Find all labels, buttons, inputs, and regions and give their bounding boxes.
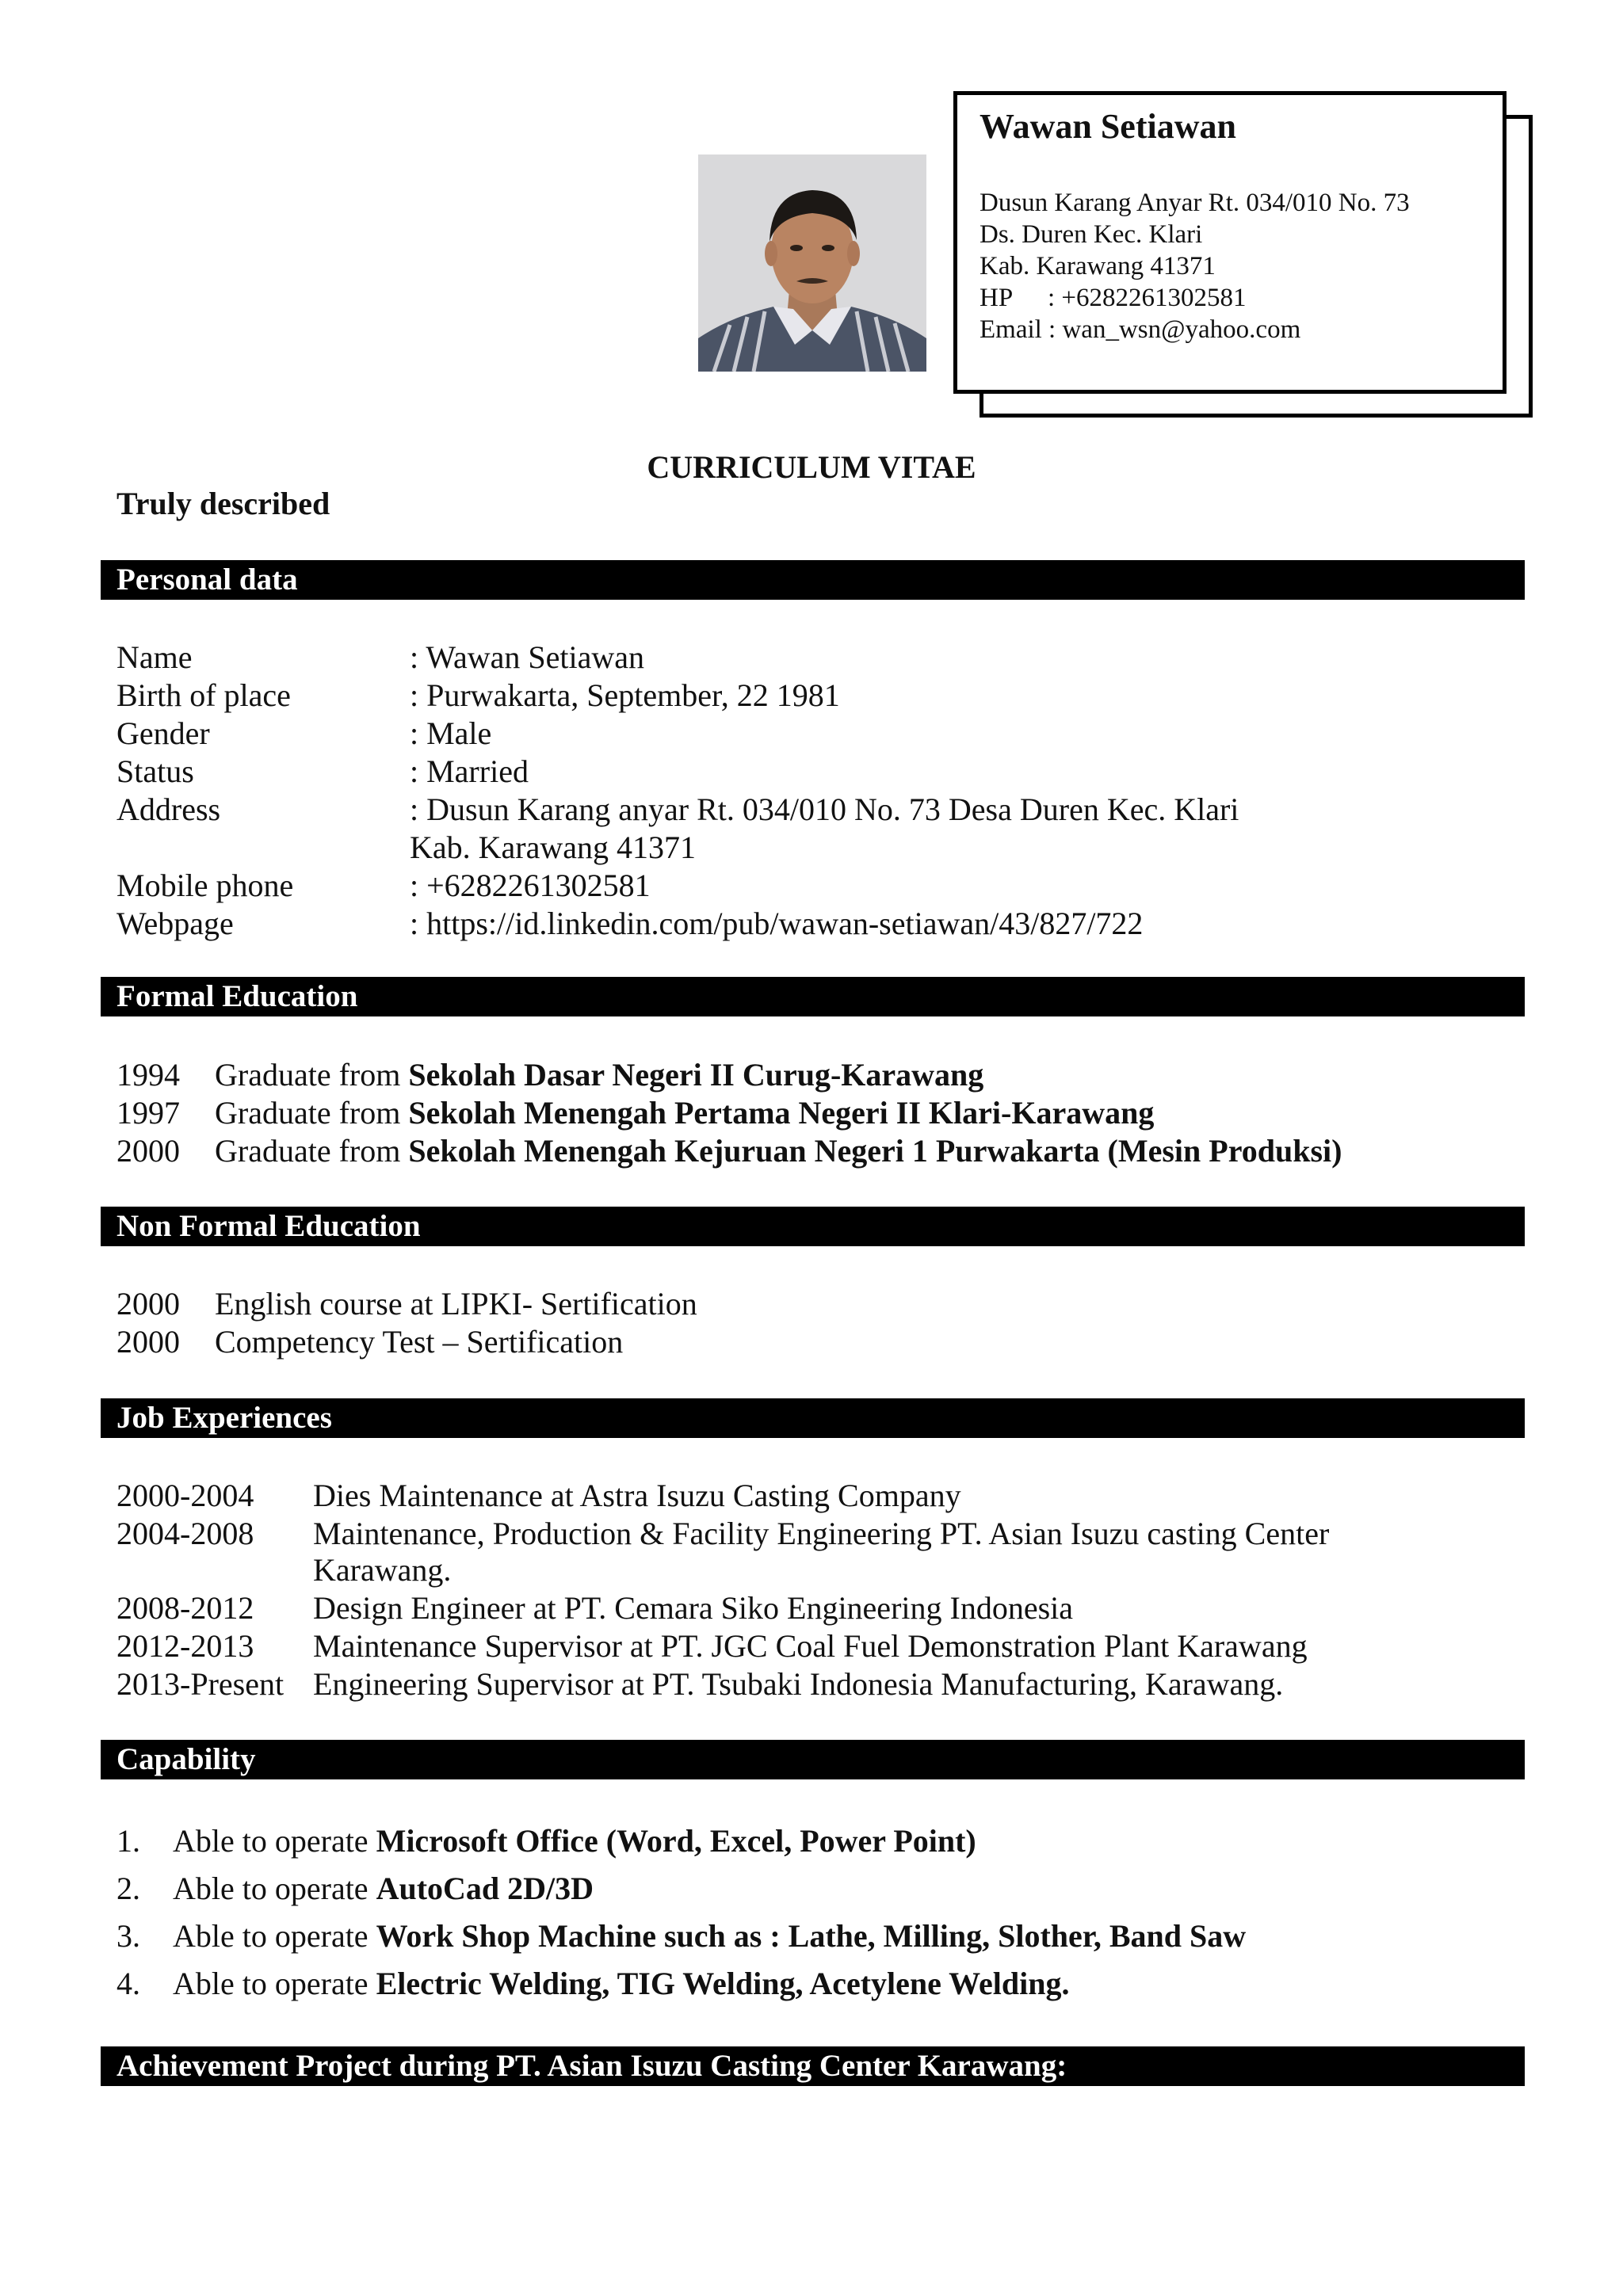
job-text: Maintenance Supervisor at PT. JGC Coal Fuel Demonstration Plant Karawang [313,1628,1308,1664]
formal-year: 1997 [116,1095,180,1131]
job-text: Karawang. [313,1552,452,1588]
section-header-personal: Personal data [101,560,1525,600]
capability-item [173,1965,1069,2003]
capability-prefix: Able to operate [173,1966,376,2001]
personal-value: : Purwakarta, September, 22 1981 [410,677,840,713]
personal-value: : Dusun Karang anyar Rt. 034/010 No. 73 Desa Duren Kec. Klari [410,791,1239,827]
personal-label: Webpage [116,906,234,941]
formal-school: Sekolah Menengah Kejuruan Negeri 1 Purwakarta (Mesin Produksi) [408,1133,1342,1169]
capability-skill: Microsoft Office (Word, Excel, Power Point) [376,1823,976,1859]
nonformal-text: English course at LIPKI- Sertification [215,1286,697,1322]
contact-email: Email : wan_wsn@yahoo.com [980,315,1301,344]
capability-number: 3. [116,1918,140,1954]
nonformal-year: 2000 [116,1324,180,1360]
capability-item [173,1822,976,1860]
personal-label: Gender [116,715,210,751]
personal-label: Address [116,791,221,827]
nonformal-text: Competency Test – Sertification [215,1324,624,1360]
contact-address-line-3: Kab. Karawang 41371 [980,252,1216,280]
capability-number: 2. [116,1871,140,1906]
formal-school: Sekolah Menengah Pertama Negeri II Klari-Karawang [408,1095,1155,1131]
contact-phone-label: HP [980,284,1014,312]
section-header-achievement: Achievement Project during PT. Asian Isuzu Casting Center Karawang: [101,2046,1525,2086]
capability-prefix: Able to operate [173,1871,376,1906]
job-years: 2013-Present [116,1666,285,1702]
section-header-non-formal-education: Non Formal Education [101,1207,1525,1246]
contact-phone [980,282,1247,314]
formal-entry [215,1094,1154,1132]
job-years: 2004-2008 [116,1516,254,1551]
capability-number: 4. [116,1966,140,2001]
job-text: Dies Maintenance at Astra Isuzu Casting Company [313,1478,961,1513]
nonformal-year: 2000 [116,1286,180,1322]
document-title: CURRICULUM VITAE [647,449,976,485]
job-years: 2008-2012 [116,1590,254,1626]
capability-item [173,1917,1246,1955]
job-years: 2000-2004 [116,1478,254,1513]
contact-address-line-1: Dusun Karang Anyar Rt. 034/010 No. 73 [980,189,1410,217]
formal-entry [215,1132,1342,1170]
capability-number: 1. [116,1823,140,1859]
formal-year: 2000 [116,1133,180,1169]
job-text: Maintenance, Production & Facility Engineering PT. Asian Isuzu casting Center [313,1516,1330,1551]
job-years: 2012-2013 [116,1628,254,1664]
capability-skill: Electric Welding, TIG Welding, Acetylene Welding. [376,1966,1070,2001]
profile-photo [698,154,926,372]
personal-label: Birth of place [116,677,291,713]
formal-school: Sekolah Dasar Negeri II Curug-Karawang [408,1057,984,1093]
personal-label: Name [116,639,193,675]
contact-card [953,91,1507,394]
personal-label: Mobile phone [116,868,294,903]
contact-name: Wawan Setiawan [980,107,1236,146]
formal-prefix: Graduate from [215,1133,409,1169]
job-text: Engineering Supervisor at PT. Tsubaki Indonesia Manufacturing, Karawang. [313,1666,1284,1702]
personal-value: Kab. Karawang 41371 [410,830,696,865]
personal-value: : https://id.linkedin.com/pub/wawan-setiawan/43/827/722 [410,906,1144,941]
formal-entry [215,1056,983,1094]
personal-value: : Married [410,753,529,789]
personal-value: : +6282261302581 [410,868,651,903]
section-header-job-experiences: Job Experiences [101,1398,1525,1438]
document-subtitle: Truly described [116,486,330,521]
personal-value: : Wawan Setiawan [410,639,644,675]
contact-address-line-2: Ds. Duren Kec. Klari [980,220,1203,249]
formal-prefix: Graduate from [215,1095,409,1131]
job-text: Design Engineer at PT. Cemara Siko Engineering Indonesia [313,1590,1074,1626]
capability-skill: Work Shop Machine such as : Lathe, Milling, Slother, Band Saw [376,1918,1247,1954]
capability-prefix: Able to operate [173,1918,376,1954]
capability-item [173,1870,594,1908]
capability-prefix: Able to operate [173,1823,376,1859]
formal-year: 1994 [116,1057,180,1093]
formal-prefix: Graduate from [215,1057,409,1093]
section-header-capability: Capability [101,1740,1525,1779]
personal-label: Status [116,753,194,789]
contact-phone-value: : +6282261302581 [1048,284,1247,312]
capability-skill: AutoCad 2D/3D [376,1871,594,1906]
section-header-formal-education: Formal Education [101,977,1525,1016]
personal-value: : Male [410,715,492,751]
